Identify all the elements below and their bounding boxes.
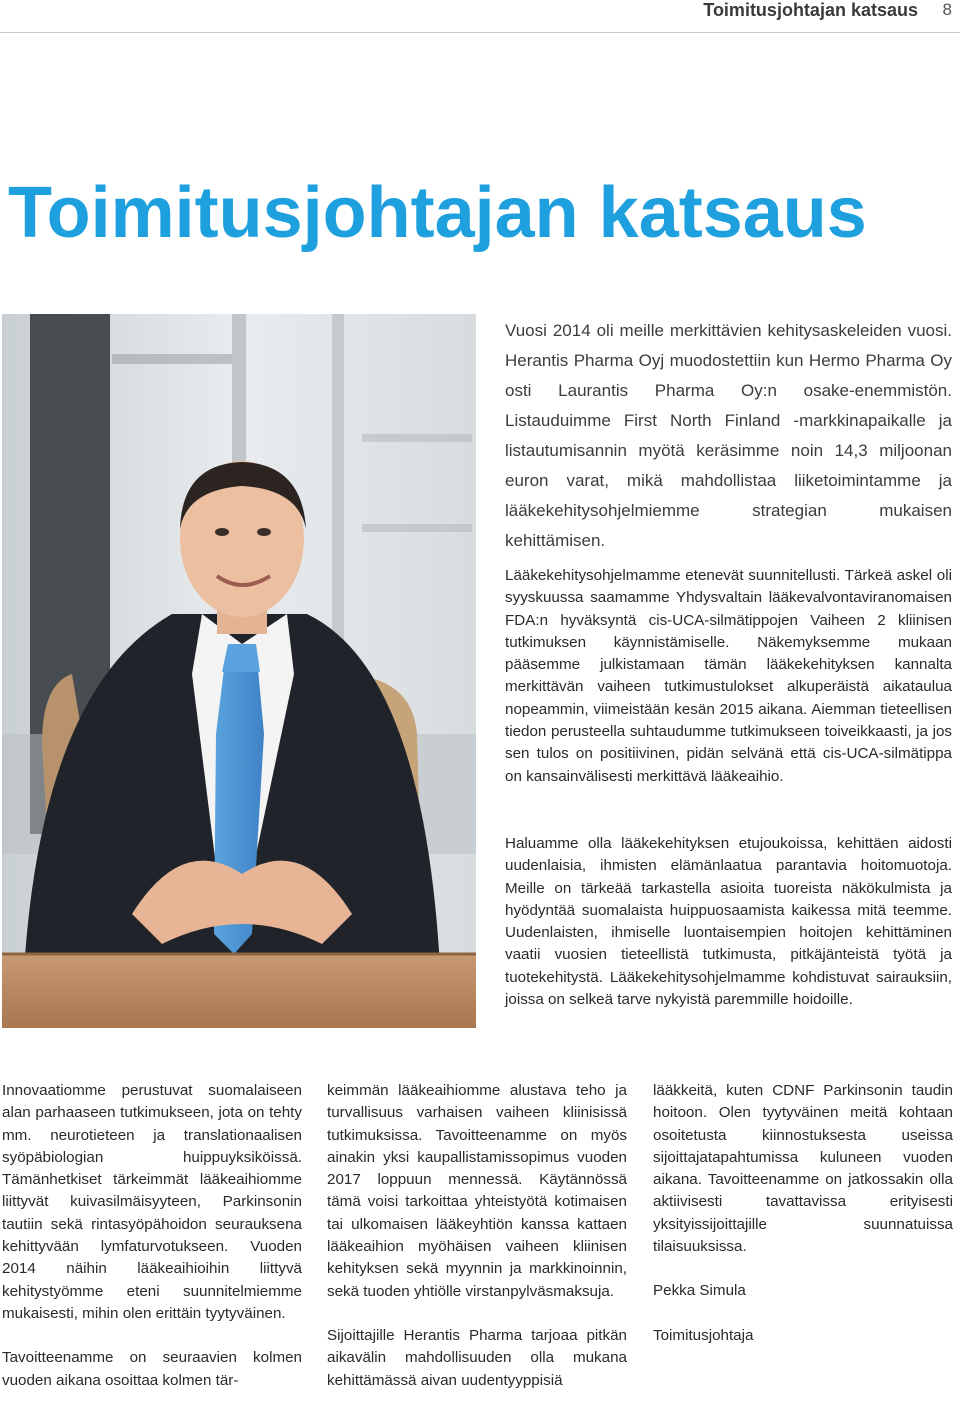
column-paragraph: keimmän lääkeaihiomme alustava teho ja turvallisuus varhaisen vaiheen kliinisissä tutkimuksissa. Tavoitteenamme on myös ainakin yksi kaupallistamissopimus vuoden 2017 loppuun mennessä. Käytännössä tämä voisi tarkoittaa yhteistyötä kotimaisen tai ulkomaisen lääkeyhtiön kanssa kattaen lääkeaihion myöhäisen vaiheen kliinisen kehityksen sekä myynnin ja markkinoinnin, sekä tuoden yhtiölle virstanpylväsmaksuja. <box>327 1082 627 1300</box>
signature-name: Pekka Simula <box>653 1282 746 1300</box>
intro-paragraph: Vuosi 2014 oli meille merkittävien kehitysaskeleiden vuosi. Herantis Pharma Oyj muodostettiin kun Hermo Pharma Oy osti Laurantis Pharma Oy:n osake-enemmistön. Listauduimme First North Finland -markkinapaikalle ja listautumisannin myötä keräsimme noin 14,3 miljoonan euron varat, mikä mahdollistaa liiketoimintamme ja lääkekehitysohjelmiemme strategian mukaisen kehittämisen. <box>505 321 952 550</box>
page-header <box>0 0 960 33</box>
column-paragraph: lääkkeitä, kuten CDNF Parkinsonin taudin hoitoon. Olen tyytyväinen meitä kohtaan osoitetusta kiinnostuksesta useissa sijoittajatapahtumissa kuluneen vuoden aikana. Tavoitteenamme on jatkossakin olla aktiivisesti tavattavissa erityisesti yksityissijoittajille suunnatuissa tilaisuuksissa. <box>653 1082 953 1256</box>
text-column-1 <box>2 1080 302 1414</box>
column-paragraph: Sijoittajille Herantis Pharma tarjoaa pitkän aikavälin mahdollisuuden olla mukana kehittämässä aivan uudentyyppisiä <box>327 1326 627 1389</box>
text-column-3 <box>653 1080 953 1369</box>
column-paragraph: Innovaatiomme perustuvat suomalaiseen alan parhaaseen tutkimukseen, jota on tehty mm. neurotieteen ja translationaalisen syöpäbiologian huippuyksiköissä. Tämänhetkiset tärkeimmät lääkeaihiomme liittyvät kuivasilmäisyyteen, Parkinsonin tautiin sekä rintasyöpähoidon seurauksena kehittyvään lymfaturvotukseen. Vuoden 2014 näihin lääkeaihioihin liittyvä kehitystyömme eteni suunnitelmiemme mukaisesti, mihin olen erittäin tyytyväinen. <box>2 1082 302 1322</box>
header-section-title: Toimitusjohtajan katsaus <box>703 0 918 20</box>
text-column-2 <box>327 1080 627 1414</box>
signature-role: Toimitusjohtaja <box>653 1326 754 1344</box>
page-number: 8 <box>942 0 952 19</box>
ceo-portrait-photo <box>2 314 476 1028</box>
body-paragraph: Lääkekehitysohjelmamme etenevät suunnitellusti. Tärkeä askel oli syyskuussa saamamme Yhdysvaltain lääkevalvontaviranomaisen FDA:n hyväksyntä cis-UCA-silmätippojen Vaiheen 2 kliinisen tutkimuksen käynnistämiselle. Näkemyksemme mukaan pääsemme julkistamaan tämän lääkekehityksen kannalta merkittävän vaiheen tutkimustulokset alkuperäistä aikataulua nopeammin, viimeistään kesän 2015 aikana. Aiemman tieteellisen tiedon perusteella suhtaudumme tutkimukseen toiveikkaasti, ja jos sen tulos on positiivinen, pidän selvänä että cis-UCA-silmätippa on kansainvälisesti merkittävä lääkeaihio. <box>505 567 952 785</box>
column-paragraph: Tavoitteenamme on seuraavien kolmen vuoden aikana osoittaa kolmen tär- <box>2 1349 302 1389</box>
body-paragraph: Haluamme olla lääkekehityksen etujoukoissa, kehittäen aidosti uudenlaisia, ihmisten elämänlaatua parantavia hoitomuotoja. Meille on tärkeää tarkastella asioita tuoreista näkökulmista ja hyödyntää suomalaista huippuosaamista kaikessa mitä teemme. Uudenlaisten, ihmiselle luontaisempien hoitojen kehittäminen vaatii vuosien tieteellistä tutkimusta, pitkäjänteistä työtä ja tuotekehitystä. Lääkekehitysohjelmamme kohdistuvat sairauksiin, joissa on selkeä tarve nykyistä paremmille hoidoille. <box>505 835 952 1009</box>
page-title: Toimitusjohtajan katsaus <box>8 173 867 253</box>
